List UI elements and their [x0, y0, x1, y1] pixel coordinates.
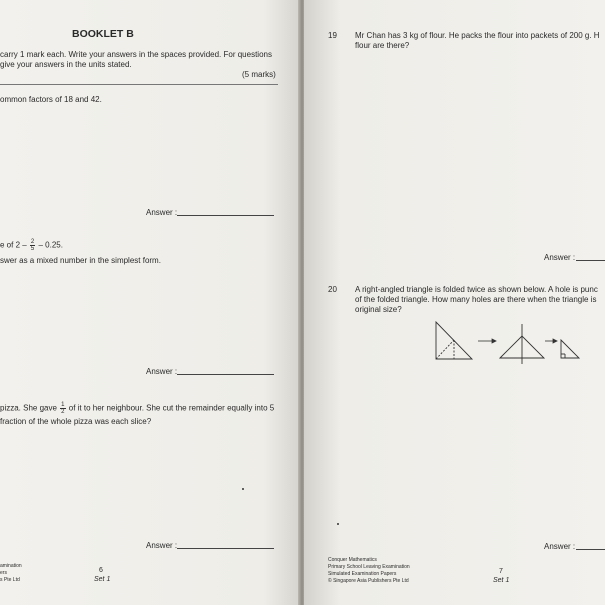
booklet-heading: BOOKLET B	[72, 28, 134, 40]
q18-prefix: pizza. She gave	[0, 403, 57, 413]
question-17-line-1	[0, 239, 63, 252]
question-20-number: 20	[328, 285, 337, 294]
question-19-number: 19	[328, 31, 337, 40]
question-20-line-1: A right-angled triangle is folded twice as shown below. A hole is punc	[355, 285, 598, 294]
q18-frac-num: 1	[61, 402, 65, 408]
triangle-folding-diagram	[432, 318, 582, 368]
question-19-line-2: flour are there?	[355, 41, 410, 50]
question-18-line-1	[0, 402, 274, 415]
section-divider	[0, 84, 278, 85]
page-number-right: 7	[499, 568, 503, 575]
fold-arrow-2	[545, 339, 557, 343]
answer-line-16[interactable]	[177, 215, 274, 216]
footer-line-3: s Pte Ltd	[0, 577, 20, 583]
instructions-line-2: give your answers in the units stated.	[0, 60, 132, 69]
q18-suffix: of it to her neighbour. She cut the remainder equally into 5	[68, 403, 275, 413]
q17-frac-den: 5	[30, 246, 35, 252]
question-16-text: ommon factors of 18 and 42.	[0, 95, 102, 104]
answer-label-18: Answer :	[146, 541, 178, 550]
right-page	[304, 0, 605, 605]
question-20-line-2: of the folded triangle. How many holes are there when the triangle is	[355, 295, 597, 304]
answer-label-20: Answer :	[544, 542, 576, 551]
footer-line-4-right: © Singapore Asia Publishers Pte Ltd	[328, 578, 409, 584]
fold-arrow-1	[478, 339, 496, 343]
q17-fraction	[30, 239, 35, 252]
q17-prefix: e of 2 –	[0, 240, 27, 250]
answer-line-17[interactable]	[177, 374, 274, 375]
speck-mark-right	[337, 523, 339, 525]
triangle-step-1	[436, 322, 472, 359]
footer-line-2-right: Primary School Leaving Examination	[328, 564, 410, 570]
question-19-line-1: Mr Chan has 3 kg of flour. He packs the flour into packets of 200 g. H	[355, 31, 600, 40]
q17-suffix: – 0.25.	[38, 240, 63, 250]
q18-frac-den: 2	[61, 409, 65, 415]
answer-line-18[interactable]	[177, 548, 274, 549]
answer-line-20[interactable]	[576, 549, 605, 550]
question-18-line-2: fraction of the whole pizza was each slice?	[0, 417, 152, 426]
footer-line-1: amination	[0, 563, 22, 569]
triangle-step-2	[500, 324, 544, 364]
answer-label-16: Answer :	[146, 208, 178, 217]
answer-label-19: Answer :	[544, 253, 576, 262]
triangle-step-3	[561, 340, 579, 358]
left-page	[0, 0, 300, 605]
answer-line-19[interactable]	[576, 260, 605, 261]
footer-line-1-right: Conquer Mathematics	[328, 557, 377, 563]
footer-line-3-right: Simulated Examination Papers	[328, 571, 397, 577]
q17-frac-num: 2	[30, 239, 35, 245]
page-number-left: 6	[99, 567, 103, 574]
question-17-line-2: swer as a mixed number in the simplest form.	[0, 256, 161, 265]
question-20-line-3: original size?	[355, 305, 402, 314]
instructions-line-1: carry 1 mark each. Write your answers in the spaces provided. For questions	[0, 50, 272, 59]
marks-label: (5 marks)	[242, 70, 276, 79]
q18-fraction	[60, 402, 65, 415]
answer-label-17: Answer :	[146, 367, 178, 376]
speck-mark	[242, 488, 244, 490]
footer-line-2: ers	[0, 570, 7, 576]
set-label-left: Set 1	[94, 576, 111, 583]
set-label-right: Set 1	[493, 577, 510, 584]
